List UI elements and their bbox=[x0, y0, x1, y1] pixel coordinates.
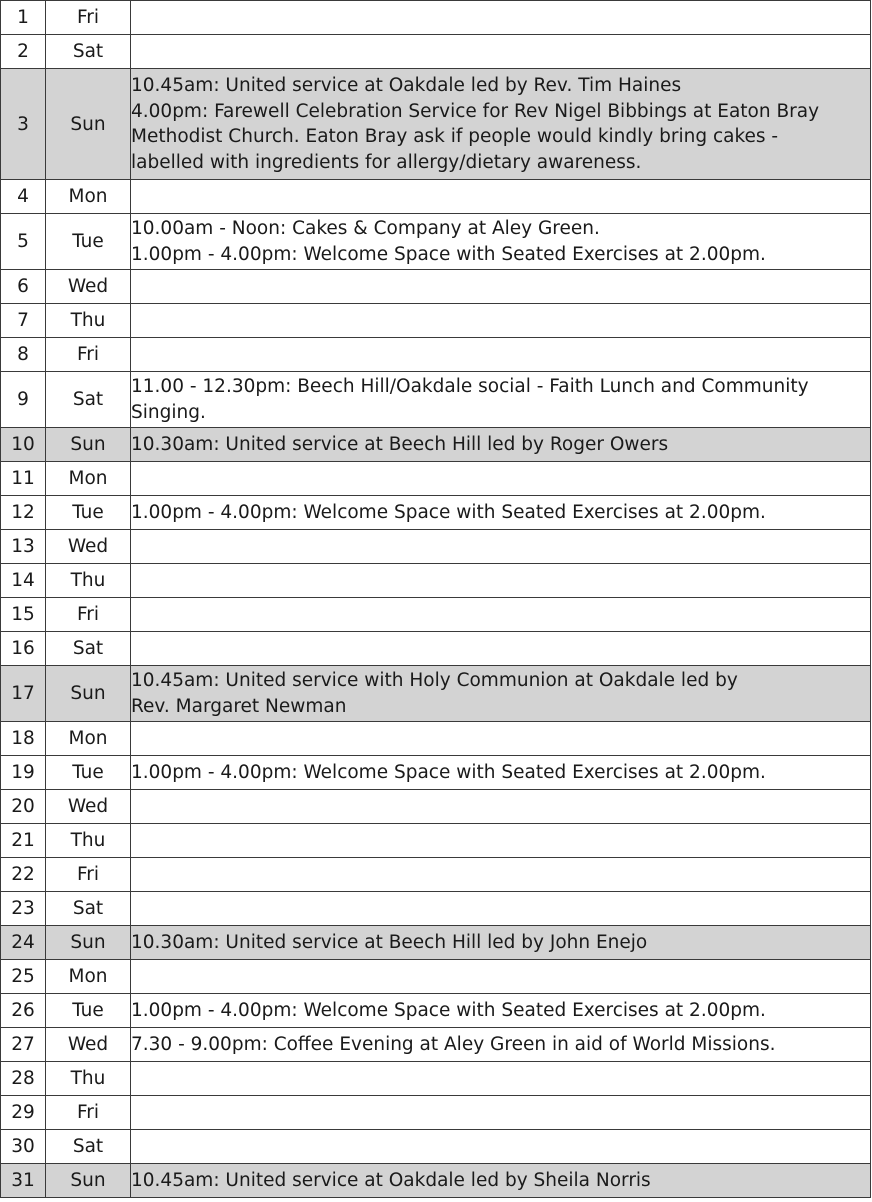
table-row bbox=[1, 1, 871, 35]
events-cell bbox=[131, 666, 871, 722]
events-cell bbox=[131, 756, 871, 790]
table-row bbox=[1, 214, 871, 270]
table-row bbox=[1, 824, 871, 858]
weekday: Mon bbox=[46, 462, 131, 496]
table-row bbox=[1, 270, 871, 304]
event-line: 11.00 - 12.30pm: Beech Hill/Oakdale social - Faith Lunch and Community bbox=[131, 376, 809, 397]
event-line: 1.00pm - 4.00pm: Welcome Space with Seated Exercises at 2.00pm. bbox=[131, 243, 766, 265]
event-line: 10.45am: United service at Oakdale led by Rev. Tim Haines bbox=[131, 75, 682, 96]
event-line: 10.45am: United service with Holy Communion at Oakdale led by bbox=[131, 670, 738, 691]
weekday: Sat bbox=[46, 1130, 131, 1164]
weekday: Tue bbox=[46, 214, 131, 270]
weekday: Tue bbox=[46, 496, 131, 530]
table-row bbox=[1, 69, 871, 180]
date-number: 2 bbox=[1, 35, 46, 69]
table-row bbox=[1, 530, 871, 564]
events-cell bbox=[131, 270, 871, 304]
events-cell bbox=[131, 632, 871, 666]
date-number: 9 bbox=[1, 372, 46, 428]
weekday: Mon bbox=[46, 722, 131, 756]
events-cell bbox=[131, 180, 871, 214]
calendar-body bbox=[1, 1, 871, 1198]
event-line: 1.00pm - 4.00pm: Welcome Space with Seated Exercises at 2.00pm. bbox=[131, 501, 766, 523]
table-row bbox=[1, 564, 871, 598]
weekday: Sun bbox=[46, 1164, 131, 1198]
event-line: Singing. bbox=[131, 401, 206, 423]
date-number: 10 bbox=[1, 428, 46, 462]
date-number: 13 bbox=[1, 530, 46, 564]
events-cell bbox=[131, 1130, 871, 1164]
events-cell bbox=[131, 1164, 871, 1198]
events-cell bbox=[131, 530, 871, 564]
events-cell bbox=[131, 338, 871, 372]
date-number: 18 bbox=[1, 722, 46, 756]
events-cell bbox=[131, 598, 871, 632]
weekday: Fri bbox=[46, 858, 131, 892]
weekday: Mon bbox=[46, 180, 131, 214]
weekday: Sun bbox=[46, 428, 131, 462]
date-number: 7 bbox=[1, 304, 46, 338]
date-number: 25 bbox=[1, 960, 46, 994]
event-line: 10.30am: United service at Beech Hill led by John Enejo bbox=[131, 931, 648, 953]
events-cell bbox=[131, 304, 871, 338]
events-cell bbox=[131, 35, 871, 69]
weekday: Sun bbox=[46, 926, 131, 960]
table-row bbox=[1, 304, 871, 338]
date-number: 31 bbox=[1, 1164, 46, 1198]
date-number: 12 bbox=[1, 496, 46, 530]
date-number: 24 bbox=[1, 926, 46, 960]
events-cell bbox=[131, 1, 871, 35]
date-number: 3 bbox=[1, 69, 46, 180]
weekday: Thu bbox=[46, 824, 131, 858]
date-number: 19 bbox=[1, 756, 46, 790]
date-number: 21 bbox=[1, 824, 46, 858]
events-cell bbox=[131, 892, 871, 926]
date-number: 14 bbox=[1, 564, 46, 598]
events-cell bbox=[131, 462, 871, 496]
event-line: 1.00pm - 4.00pm: Welcome Space with Seated Exercises at 2.00pm. bbox=[131, 999, 766, 1021]
weekday: Fri bbox=[46, 1, 131, 35]
events-cell bbox=[131, 722, 871, 756]
weekday: Sun bbox=[46, 69, 131, 180]
date-number: 15 bbox=[1, 598, 46, 632]
weekday: Mon bbox=[46, 960, 131, 994]
table-row bbox=[1, 722, 871, 756]
date-number: 6 bbox=[1, 270, 46, 304]
table-row bbox=[1, 666, 871, 722]
date-number: 16 bbox=[1, 632, 46, 666]
event-line: 7.30 - 9.00pm: Coffee Evening at Aley Green in aid of World Missions. bbox=[131, 1033, 776, 1055]
events-cell bbox=[131, 1062, 871, 1096]
weekday: Sat bbox=[46, 632, 131, 666]
date-number: 17 bbox=[1, 666, 46, 722]
date-number: 27 bbox=[1, 1028, 46, 1062]
date-number: 5 bbox=[1, 214, 46, 270]
table-row bbox=[1, 790, 871, 824]
table-row bbox=[1, 926, 871, 960]
weekday: Sat bbox=[46, 892, 131, 926]
table-row bbox=[1, 756, 871, 790]
weekday: Wed bbox=[46, 790, 131, 824]
table-row bbox=[1, 1130, 871, 1164]
event-line: 1.00pm - 4.00pm: Welcome Space with Seated Exercises at 2.00pm. bbox=[131, 761, 766, 783]
events-cell bbox=[131, 960, 871, 994]
event-line: 10.00am - Noon: Cakes & Company at Aley Green. bbox=[131, 218, 600, 239]
table-row bbox=[1, 496, 871, 530]
date-number: 1 bbox=[1, 1, 46, 35]
table-row bbox=[1, 338, 871, 372]
events-cell bbox=[131, 994, 871, 1028]
date-number: 20 bbox=[1, 790, 46, 824]
event-line: Rev. Margaret Newman bbox=[131, 695, 347, 717]
weekday: Tue bbox=[46, 994, 131, 1028]
table-row bbox=[1, 960, 871, 994]
table-row bbox=[1, 1164, 871, 1198]
weekday: Sat bbox=[46, 35, 131, 69]
table-row bbox=[1, 598, 871, 632]
weekday: Tue bbox=[46, 756, 131, 790]
event-line: 10.45am: United service at Oakdale led by Sheila Norris bbox=[131, 1169, 651, 1191]
weekday: Fri bbox=[46, 338, 131, 372]
events-cell bbox=[131, 69, 871, 180]
weekday: Thu bbox=[46, 1062, 131, 1096]
date-number: 22 bbox=[1, 858, 46, 892]
table-row bbox=[1, 1028, 871, 1062]
weekday: Fri bbox=[46, 1096, 131, 1130]
table-row bbox=[1, 1062, 871, 1096]
date-number: 29 bbox=[1, 1096, 46, 1130]
events-cell bbox=[131, 428, 871, 462]
event-line: 10.30am: United service at Beech Hill led by Roger Owers bbox=[131, 433, 669, 455]
event-line: Methodist Church. Eaton Bray ask if people would kindly bring cakes - bbox=[131, 126, 779, 147]
table-row bbox=[1, 462, 871, 496]
table-row bbox=[1, 892, 871, 926]
table-row bbox=[1, 35, 871, 69]
table-row bbox=[1, 372, 871, 428]
table-row bbox=[1, 428, 871, 462]
table-row bbox=[1, 632, 871, 666]
weekday: Thu bbox=[46, 304, 131, 338]
date-number: 30 bbox=[1, 1130, 46, 1164]
events-cell bbox=[131, 926, 871, 960]
events-cell bbox=[131, 790, 871, 824]
events-cell bbox=[131, 1028, 871, 1062]
events-cell bbox=[131, 564, 871, 598]
date-number: 26 bbox=[1, 994, 46, 1028]
table-row bbox=[1, 180, 871, 214]
date-number: 23 bbox=[1, 892, 46, 926]
weekday: Wed bbox=[46, 530, 131, 564]
date-number: 8 bbox=[1, 338, 46, 372]
table-row bbox=[1, 994, 871, 1028]
event-line: 4.00pm: Farewell Celebration Service for Rev Nigel Bibbings at Eaton Bray bbox=[131, 100, 820, 122]
date-number: 4 bbox=[1, 180, 46, 214]
events-cell bbox=[131, 1096, 871, 1130]
weekday: Sat bbox=[46, 372, 131, 428]
events-cell bbox=[131, 824, 871, 858]
weekday: Thu bbox=[46, 564, 131, 598]
events-cell bbox=[131, 496, 871, 530]
events-cell bbox=[131, 858, 871, 892]
weekday: Wed bbox=[46, 270, 131, 304]
date-number: 11 bbox=[1, 462, 46, 496]
events-cell bbox=[131, 214, 871, 270]
event-line: labelled with ingredients for allergy/dietary awareness. bbox=[131, 151, 642, 173]
weekday: Sun bbox=[46, 666, 131, 722]
table-row bbox=[1, 1096, 871, 1130]
date-number: 28 bbox=[1, 1062, 46, 1096]
weekday: Fri bbox=[46, 598, 131, 632]
table-row bbox=[1, 858, 871, 892]
weekday: Wed bbox=[46, 1028, 131, 1062]
events-cell bbox=[131, 372, 871, 428]
